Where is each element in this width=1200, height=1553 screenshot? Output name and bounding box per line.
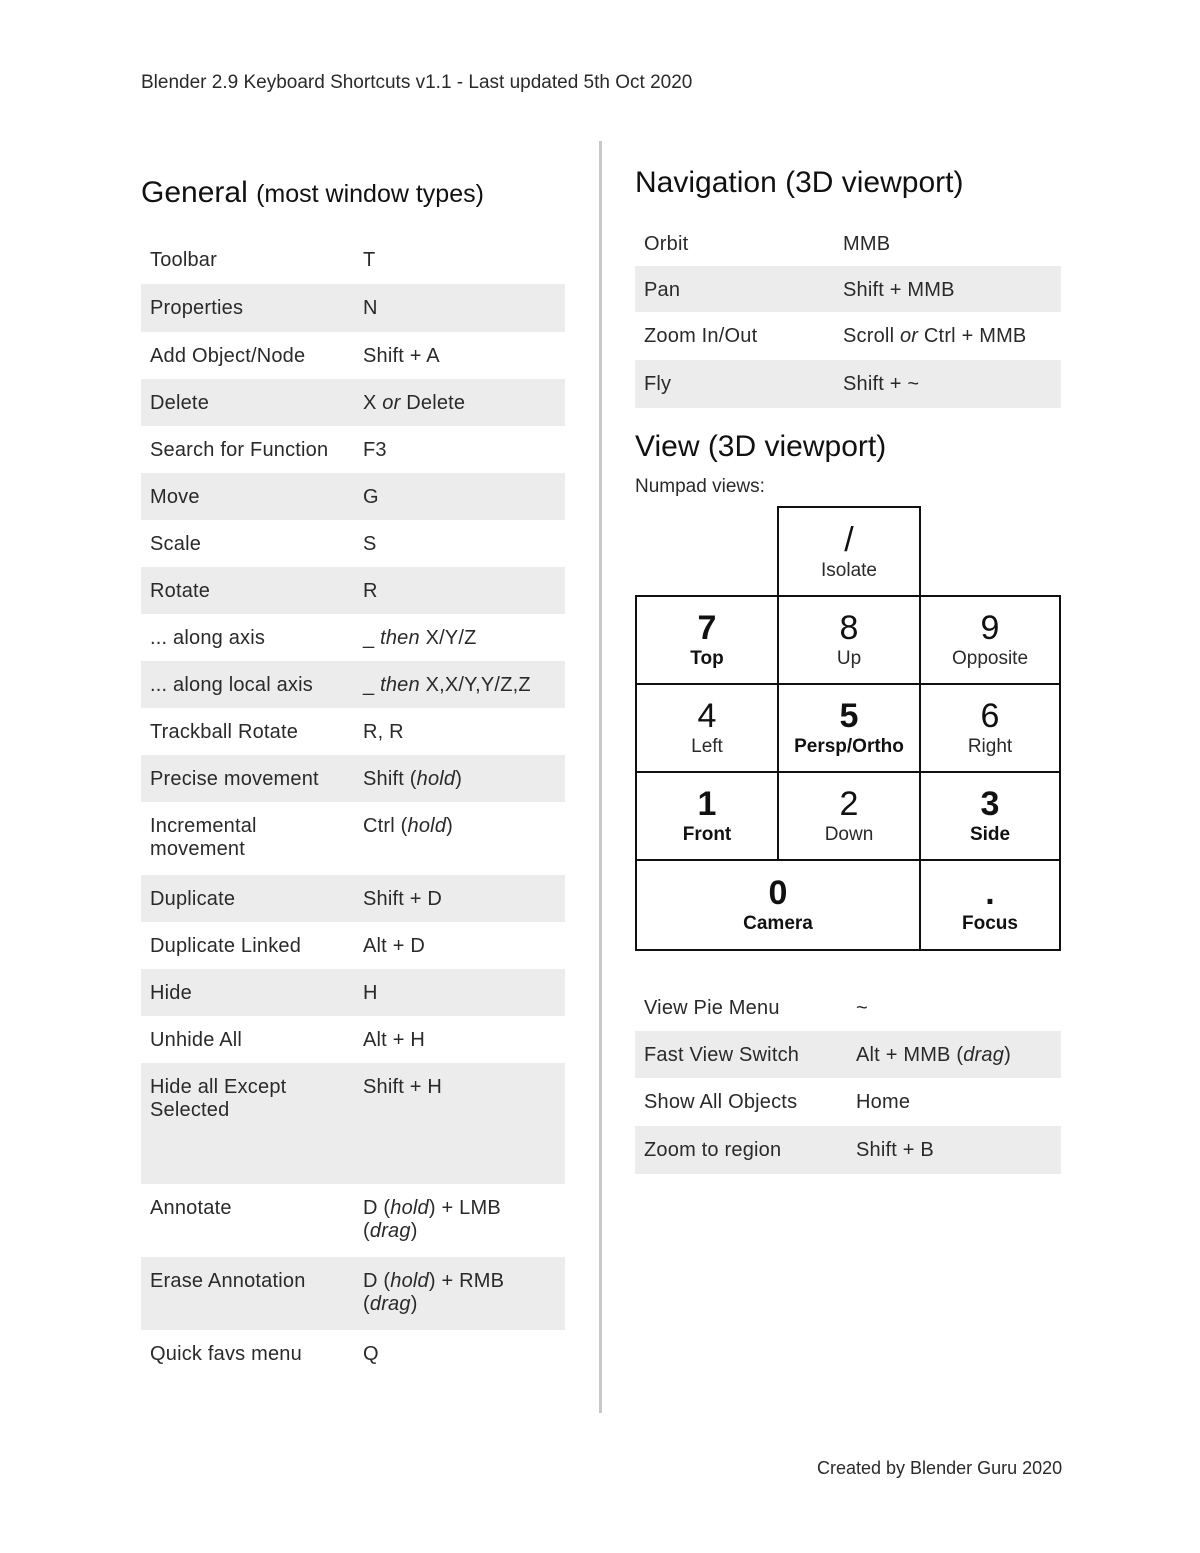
shortcut-action: Orbit	[644, 233, 689, 255]
numpad-key-persp-ortho	[777, 683, 921, 773]
shortcut-row	[141, 284, 565, 332]
shortcut-row	[141, 802, 565, 875]
shortcut-row	[141, 332, 565, 379]
numpad-key-label: Focus	[962, 913, 1018, 934]
view-title: View (3D viewport)	[635, 430, 887, 463]
shortcut-keys: Alt + D	[363, 935, 425, 957]
numpad-key-focus	[919, 859, 1061, 951]
shortcut-keys: ~	[856, 997, 868, 1019]
shortcut-action: Incremental movement	[150, 815, 257, 860]
numpad-key-number: 6	[980, 697, 1000, 735]
shortcut-keys: Alt + MMB (drag)	[847, 1031, 1061, 1078]
shortcut-row	[141, 1063, 565, 1184]
shortcut-action: ... along axis	[150, 627, 266, 649]
shortcut-keys: D (hold) + LMB (drag)	[363, 1197, 501, 1242]
shortcut-keys: Shift + D	[354, 875, 565, 922]
shortcut-keys: X or Delete	[354, 379, 565, 426]
numpad-key-up	[777, 595, 921, 685]
numpad-key-label: Right	[967, 736, 1013, 757]
numpad-key-label: Isolate	[821, 559, 877, 581]
numpad-key-camera	[635, 859, 921, 951]
shortcut-action: Move	[141, 473, 354, 520]
numpad-key-right	[919, 683, 1061, 773]
numpad-key-number: .	[985, 874, 995, 912]
shortcut-keys: Shift + MMB	[834, 266, 1061, 312]
shortcut-action: Scale	[150, 533, 202, 555]
numpad-key-number: 9	[980, 609, 1000, 647]
numpad-key-label: Up	[836, 648, 862, 669]
shortcut-keys: N	[354, 284, 565, 332]
navigation-shortcuts-table	[635, 220, 1061, 408]
shortcut-action: Toolbar	[150, 249, 217, 271]
shortcut-keys: _ then X/Y/Z	[363, 627, 477, 649]
shortcut-action: Erase Annotation	[141, 1257, 354, 1330]
document-footer: Created by Blender Guru 2020	[817, 1458, 1063, 1478]
shortcut-keys: R	[354, 567, 565, 614]
numpad-key-number: 3	[980, 785, 1000, 823]
shortcut-keys: Shift + B	[847, 1126, 1061, 1174]
shortcut-row	[635, 984, 1061, 1031]
shortcut-action: Fly	[635, 360, 834, 408]
numpad-key-label: Camera	[743, 913, 813, 934]
column-divider	[599, 141, 602, 1413]
shortcut-row	[635, 266, 1061, 312]
numpad-key-number: 1	[697, 785, 717, 823]
shortcut-row	[635, 1078, 1061, 1126]
numpad-key-down	[777, 771, 921, 861]
shortcut-row	[141, 236, 565, 284]
shortcut-keys: Shift + A	[363, 345, 440, 367]
numpad-key-front	[635, 771, 779, 861]
shortcut-action: Duplicate	[141, 875, 354, 922]
shortcut-keys: T	[363, 249, 376, 271]
shortcut-row	[141, 520, 565, 567]
shortcut-keys: H	[354, 969, 565, 1016]
shortcut-action: Trackball Rotate	[150, 721, 299, 743]
numpad-key-side	[919, 771, 1061, 861]
right-column	[635, 166, 1061, 1174]
shortcut-row	[141, 614, 565, 661]
navigation-title: Navigation (3D viewport)	[635, 166, 964, 199]
shortcut-keys: _ then X,X/Y,Y/Z,Z	[354, 661, 565, 708]
shortcut-action: Hide	[141, 969, 354, 1016]
shortcut-row	[141, 875, 565, 922]
shortcut-action: Zoom to region	[635, 1126, 847, 1174]
numpad-key-label: Down	[824, 824, 874, 845]
shortcut-action: Rotate	[141, 567, 354, 614]
shortcut-action: Properties	[141, 284, 354, 332]
shortcut-keys: Shift (hold)	[354, 755, 565, 802]
shortcut-row	[141, 755, 565, 802]
shortcut-row	[141, 1330, 565, 1377]
shortcut-action: Hide all Except Selected	[141, 1063, 354, 1184]
shortcut-row	[141, 1257, 565, 1330]
shortcut-action: Show All Objects	[644, 1091, 798, 1113]
shortcut-action: Zoom In/Out	[644, 325, 758, 347]
shortcut-keys: Ctrl (hold)	[363, 815, 454, 837]
general-shortcuts-table	[141, 236, 565, 1377]
numpad-key-label: Opposite	[951, 648, 1029, 669]
shortcut-row	[635, 220, 1061, 266]
shortcut-row	[141, 1016, 565, 1063]
numpad-key-number: 7	[697, 609, 717, 647]
numpad-key-isolate	[777, 506, 921, 597]
shortcut-row	[141, 708, 565, 755]
shortcut-action: Delete	[141, 379, 354, 426]
shortcut-row	[635, 1126, 1061, 1174]
shortcut-keys: Home	[856, 1091, 911, 1113]
shortcut-row	[635, 312, 1061, 360]
shortcut-row	[141, 379, 565, 426]
numpad-key-number: 4	[697, 697, 717, 735]
shortcut-action: Quick favs menu	[150, 1343, 302, 1365]
numpad-key-top	[635, 595, 779, 685]
shortcut-action: Duplicate Linked	[150, 935, 302, 957]
general-title: General (most window types)	[141, 176, 484, 209]
view-shortcuts-table	[635, 984, 1061, 1174]
numpad-key-left	[635, 683, 779, 773]
shortcut-action: Annotate	[150, 1197, 232, 1219]
shortcut-row	[635, 360, 1061, 408]
numpad-key-label: Persp/Ortho	[794, 736, 904, 757]
shortcut-row	[141, 661, 565, 708]
shortcut-action: Search for Function	[150, 439, 329, 461]
shortcut-keys: Shift + H	[354, 1063, 565, 1184]
shortcut-row	[141, 969, 565, 1016]
numpad-label: Numpad views:	[635, 476, 765, 497]
shortcut-keys: Q	[363, 1343, 379, 1365]
numpad-key-label: Top	[690, 648, 724, 669]
shortcut-row	[141, 473, 565, 520]
numpad-key-number: 8	[839, 609, 859, 647]
shortcut-row	[635, 1031, 1061, 1078]
numpad-key-opposite	[919, 595, 1061, 685]
numpad-key-number: 5	[839, 697, 859, 735]
document-header: Blender 2.9 Keyboard Shortcuts v1.1 - Last updated 5th Oct 2020	[141, 72, 693, 93]
shortcut-keys: Alt + H	[363, 1029, 425, 1051]
numpad-diagram	[635, 506, 1061, 950]
shortcut-keys: S	[363, 533, 377, 555]
shortcut-action: ... along local axis	[141, 661, 354, 708]
shortcut-action: Fast View Switch	[635, 1031, 847, 1078]
shortcut-keys: MMB	[843, 233, 891, 255]
shortcut-row	[141, 426, 565, 473]
shortcut-row	[141, 922, 565, 969]
numpad-key-number: 2	[839, 785, 859, 823]
shortcut-keys: R, R	[363, 721, 404, 743]
shortcut-keys: D (hold) + RMB (drag)	[354, 1257, 565, 1330]
shortcut-action: Add Object/Node	[150, 345, 306, 367]
shortcut-keys: G	[354, 473, 565, 520]
numpad-key-number: /	[844, 520, 854, 559]
numpad-key-label: Left	[691, 736, 723, 757]
shortcut-keys: Scroll or Ctrl + MMB	[843, 325, 1027, 347]
shortcut-action: Unhide All	[150, 1029, 243, 1051]
numpad-key-label: Side	[969, 824, 1011, 845]
shortcut-action: Pan	[635, 266, 834, 312]
shortcut-action: View Pie Menu	[644, 997, 780, 1019]
shortcut-keys: Shift + ~	[834, 360, 1061, 408]
shortcut-row	[141, 567, 565, 614]
general-section	[141, 176, 565, 1377]
numpad-key-number: 0	[768, 874, 788, 912]
shortcut-keys: F3	[363, 439, 387, 461]
numpad-key-label: Front	[682, 824, 732, 845]
shortcut-row	[141, 1184, 565, 1257]
shortcut-action: Precise movement	[141, 755, 354, 802]
